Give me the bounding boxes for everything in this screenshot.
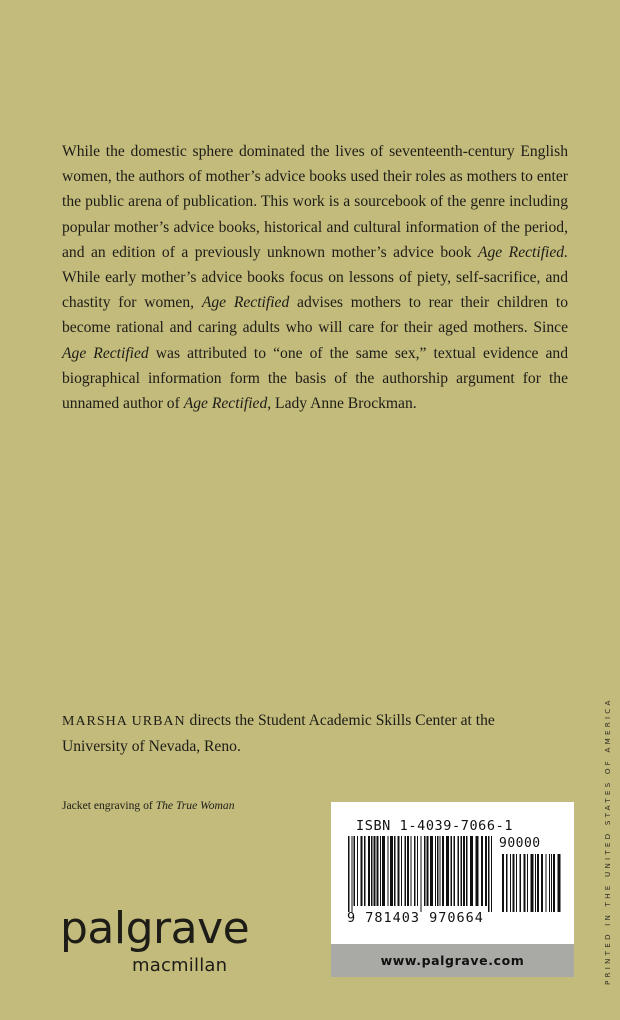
description-blurb xyxy=(62,139,568,416)
price-addon-number: 90000 xyxy=(499,836,541,851)
blurb-title-1: Age Rectified. xyxy=(477,243,568,261)
barcode-panel xyxy=(331,802,574,977)
credit-title: The True Woman xyxy=(155,799,235,812)
barcode-number: 9 781403 970664 xyxy=(347,910,484,926)
website-url: www.palgrave.com xyxy=(380,953,525,968)
author-bio xyxy=(62,708,522,760)
credit-prefix: Jacket engraving of xyxy=(62,799,156,812)
blurb-text-4: was attributed to “one of the same sex,” textual evidence and biographical information form the basis of the authorship argument for the unnamed author of xyxy=(62,344,569,413)
printed-notice: PRINTED IN THE UNITED STATES OF AMERICA xyxy=(603,697,612,985)
jacket-credit xyxy=(62,798,235,814)
blurb-text-3: advises mothers to rear their children to become rational and caring adults who will care for their aged mothers. Since xyxy=(62,294,568,337)
author-name: MARSHA URBAN xyxy=(62,714,186,729)
blurb-text-5: Lady Anne Brockman. xyxy=(271,395,417,413)
blurb-text-2: While early mother’s advice books focus on lessons of piety, self-sacrifice, and chastity for women, xyxy=(62,269,568,312)
publisher-imprint: macmillan xyxy=(132,955,228,976)
publisher-logo: palgrave xyxy=(60,903,250,954)
website-bar xyxy=(331,944,574,977)
author-bio-text: directs the Student Academic Skills Center at the University of Nevada, Reno. xyxy=(62,712,495,756)
isbn-text: ISBN 1-4039-7066-1 xyxy=(356,818,514,834)
blurb-title-2: Age Rectified xyxy=(201,294,290,312)
blurb-text-1: While the domestic sphere dominated the lives of seventeenth-century English women, the authors of mother’s advice books used their roles as mothers to enter the public arena of publication. This work is a sourcebook of the genre including popular mother’s advice books, historical and cultural information of the period, and an edition of a previously unknown mother’s advice book xyxy=(62,143,568,261)
blurb-title-3: Age Rectified xyxy=(62,344,149,362)
blurb-title-4: Age Rectified, xyxy=(183,395,272,413)
